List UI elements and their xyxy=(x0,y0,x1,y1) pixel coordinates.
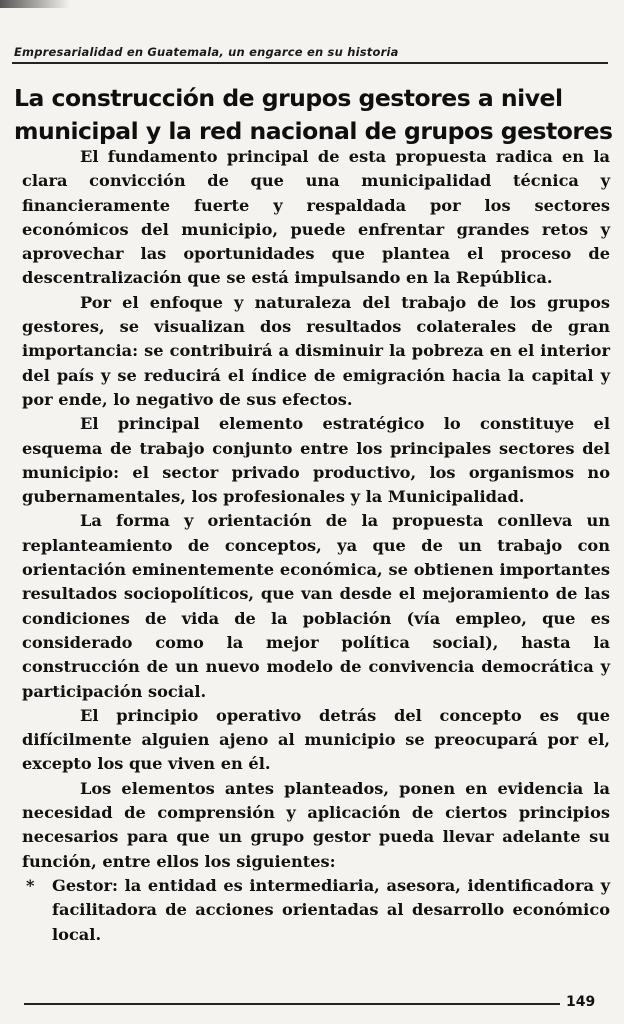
page-number: 149 xyxy=(566,994,596,1010)
bullet-text: Gestor: la entidad es intermediaria, asesora, identificadora y facilitadora de acciones orientadas al desarrollo económico local. xyxy=(52,875,610,944)
bullet-item xyxy=(22,874,610,947)
bullet-marker: * xyxy=(26,875,35,895)
header-rule xyxy=(12,62,608,64)
paragraph: El principal elemento estratégico lo constituye el esquema de trabajo conjunto entre los principales sectores del municipio: el sector privado productivo, los organismos no gubernamentales, los profesionales y la Municipalidad. xyxy=(22,414,610,507)
paragraph: El principio operativo detrás del concepto es que difícilmente alguien ajeno al municipio se preocupará por el, excepto los que viven en él. xyxy=(22,705,610,774)
page-corner-shadow xyxy=(0,0,70,8)
paragraph: Por el enfoque y naturaleza del trabajo de los grupos gestores, se visualizan dos resultados colaterales de gran importancia: se contribuirá a disminuir la pobreza en el interior del país y se reducirá el índice de emigración hacia la capital y por ende, lo negativo de sus efectos. xyxy=(22,292,610,409)
footer-rule xyxy=(24,1003,560,1005)
paragraph: Los elementos antes planteados, ponen en evidencia la necesidad de comprensión y aplicación de ciertos principios necesarios para que un grupo gestor pueda llevar adelante su función, entre ellos los siguientes: xyxy=(22,778,610,871)
paragraph: El fundamento principal de esta propuesta radica en la clara convicción de que una municipalidad técnica y financieramente fuerte y respaldada por los sectores económicos del municipio, puede enfrentar grandes retos y aprovechar las oportunidades que plantea el proceso de descentralización que se está impulsando en la República. xyxy=(22,147,610,288)
paragraph: La forma y orientación de la propuesta conlleva un replanteamiento de conceptos, ya que de un trabajo con orientación eminentemente económica, se obtienen importantes resultados sociopolíticos, que van desde el mejoramiento de las condiciones de vida de la población (vía empleo, que es considerado como la mejor política social), hasta la construcción de un nuevo modelo de convivencia democrática y participación social. xyxy=(22,511,610,701)
running-header: Empresarialidad en Guatemala, un engarce en su historia xyxy=(14,45,399,59)
body-text xyxy=(22,145,610,947)
section-title: La construcción de grupos gestores a nivel municipal y la red nacional de grupos gestores xyxy=(14,84,613,145)
